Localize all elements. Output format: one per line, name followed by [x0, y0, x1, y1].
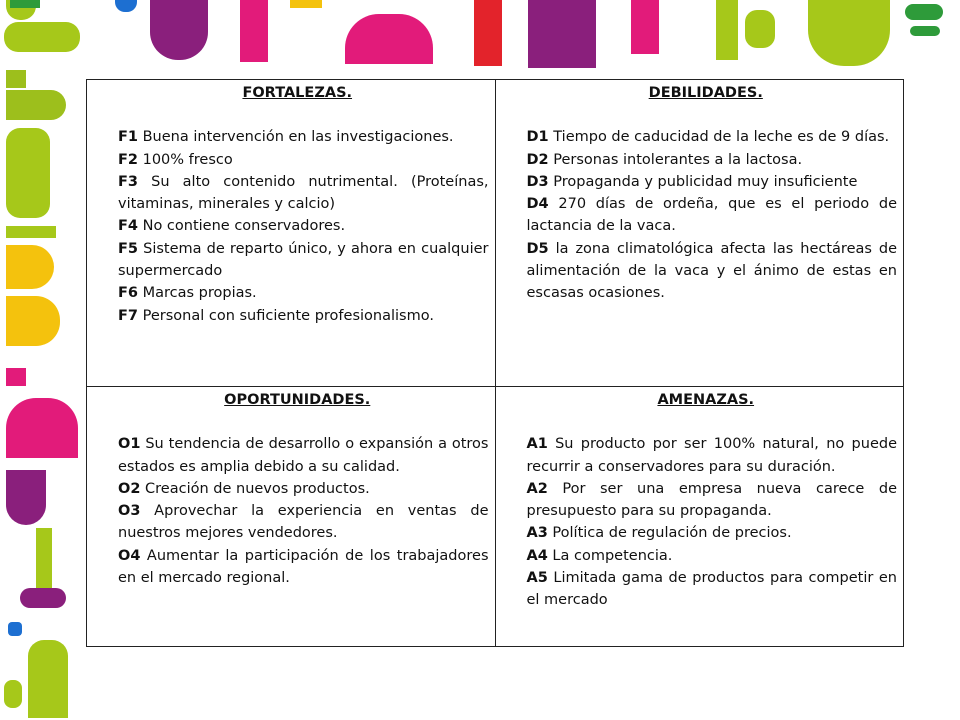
list-item [527, 567, 898, 612]
item-text: Personas intolerantes a la lactosa. [548, 151, 803, 168]
amenazas-title: AMENAZAS. [657, 392, 755, 408]
item-code: F1 [118, 129, 138, 146]
item-code: O1 [118, 436, 141, 453]
item-code: A2 [526, 480, 548, 497]
foda-row-top [87, 80, 904, 387]
list-item [118, 171, 489, 216]
list-item [118, 215, 489, 237]
item-text: Sistema de reparto único, y ahora en cualquier supermercado [118, 240, 489, 280]
fortalezas-cell [87, 80, 496, 387]
item-text: Política de regulación de precios. [547, 525, 792, 542]
item-text: Personal con suficiente profesionalismo. [138, 307, 434, 324]
item-text: Su producto por ser 100% natural, no puede recurrir a conservadores para su duración. [526, 436, 897, 475]
deco-top-red [474, 0, 502, 66]
item-text: 270 días de ordeña, que es el periodo de lactancia de la vaca. [526, 196, 897, 235]
item-text: Creación de nuevos productos. [140, 480, 370, 497]
deco-top-purple [150, 0, 208, 60]
deco-left-lime-2 [6, 70, 26, 88]
deco-left-blue [8, 622, 22, 636]
deco-top-lime-4 [808, 0, 890, 66]
list-item [118, 149, 489, 171]
deco-top-yellow [290, 0, 322, 8]
deco-top-green [10, 0, 40, 8]
amenazas-cell [495, 387, 904, 647]
item-text: Tiempo de caducidad de la leche es de 9 días. [548, 129, 890, 146]
item-code: F4 [118, 218, 138, 235]
deco-left-pink-2 [6, 398, 78, 458]
item-code: O3 [118, 503, 141, 520]
item-text: Aprovechar la experiencia en ventas de nuestros mejores vendedores. [118, 503, 489, 542]
list-item [118, 433, 489, 478]
item-code: D1 [526, 129, 549, 146]
list-item [527, 433, 898, 478]
foda-table [86, 79, 904, 647]
item-code: A4 [526, 547, 548, 564]
item-code: F7 [118, 307, 138, 324]
item-text: Limitada gama de productos para competir en el mercado [526, 570, 897, 609]
deco-top-lime-3 [745, 10, 775, 48]
deco-top-lime-2 [716, 0, 738, 60]
item-text: Marcas propias. [138, 285, 257, 302]
deco-left-purple-1 [6, 470, 46, 525]
deco-top-magenta-arch [345, 14, 433, 64]
deco-left-lime-7 [28, 640, 68, 718]
list-item [527, 193, 898, 238]
item-text: Aumentar la participación de los trabajadores en el mercado regional. [118, 547, 489, 587]
item-code: A5 [526, 570, 548, 587]
deco-left-lime-8 [4, 680, 22, 708]
item-text: la zona climatológica afecta las hectáreas de alimentación de la vaca y el ánimo de estas en escasas ocasiones. [526, 240, 897, 302]
deco-top-green-3 [910, 26, 940, 36]
item-text: Propaganda y publicidad muy insuficiente [548, 173, 858, 190]
oportunidades-cell [87, 387, 496, 647]
item-text: Su alto contenido nutrimental. (Proteínas, vitaminas, minerales y calcio) [118, 173, 489, 213]
item-code: A1 [526, 436, 548, 453]
item-text: Por ser una empresa nueva carece de presupuesto para su propaganda. [526, 480, 897, 520]
fortalezas-list [118, 126, 489, 327]
list-item [527, 238, 898, 305]
item-text: La competencia. [547, 547, 673, 564]
debilidades-cell [495, 80, 904, 387]
item-code: D5 [526, 240, 549, 257]
list-item [118, 478, 489, 500]
deco-top-blue-1 [115, 0, 137, 12]
item-code: D4 [526, 196, 549, 213]
deco-left-lime-1 [4, 22, 80, 52]
list-item [118, 500, 489, 545]
foda-row-bottom [87, 387, 904, 647]
oportunidades-title: OPORTUNIDADES. [224, 392, 371, 408]
deco-left-lime-4 [6, 128, 50, 218]
deco-left-yellow-2 [6, 296, 60, 346]
list-item [118, 545, 489, 590]
item-text: 100% fresco [138, 151, 233, 168]
amenazas-list [527, 433, 898, 611]
deco-left-yellow-1 [6, 245, 54, 289]
list-item [527, 522, 898, 544]
list-item [527, 149, 898, 171]
item-text: Buena intervención en las investigaciones. [138, 129, 454, 146]
deco-left-lime-5 [6, 226, 56, 238]
deco-top-purple-2 [528, 0, 596, 68]
item-code: D2 [526, 151, 549, 168]
debilidades-list [527, 126, 898, 304]
list-item [118, 282, 489, 304]
item-text: Su tendencia de desarrollo o expansión a otros estados es amplia debido a su calidad. [118, 436, 489, 475]
list-item [527, 171, 898, 193]
list-item [527, 478, 898, 523]
oportunidades-list [118, 433, 489, 589]
deco-top-green-2 [905, 4, 943, 20]
deco-top-pink [240, 0, 268, 62]
deco-left-pink-1 [6, 368, 26, 386]
fortalezas-title: FORTALEZAS. [242, 85, 353, 101]
item-code: A3 [526, 525, 548, 542]
item-text: No contiene conservadores. [138, 218, 346, 235]
list-item [527, 126, 898, 148]
deco-left-lime-3 [6, 90, 66, 120]
item-code: F3 [118, 173, 138, 190]
item-code: F2 [118, 151, 138, 168]
list-item [527, 545, 898, 567]
list-item [118, 305, 489, 327]
list-item [118, 126, 489, 148]
item-code: F5 [118, 240, 138, 257]
deco-top-pink-2 [631, 0, 659, 54]
item-code: F6 [118, 285, 138, 302]
deco-left-purple-2 [20, 588, 66, 608]
item-code: D3 [526, 173, 549, 190]
debilidades-title: DEBILIDADES. [648, 85, 763, 101]
item-code: O4 [118, 547, 141, 564]
list-item [118, 238, 489, 283]
item-code: O2 [118, 480, 141, 497]
